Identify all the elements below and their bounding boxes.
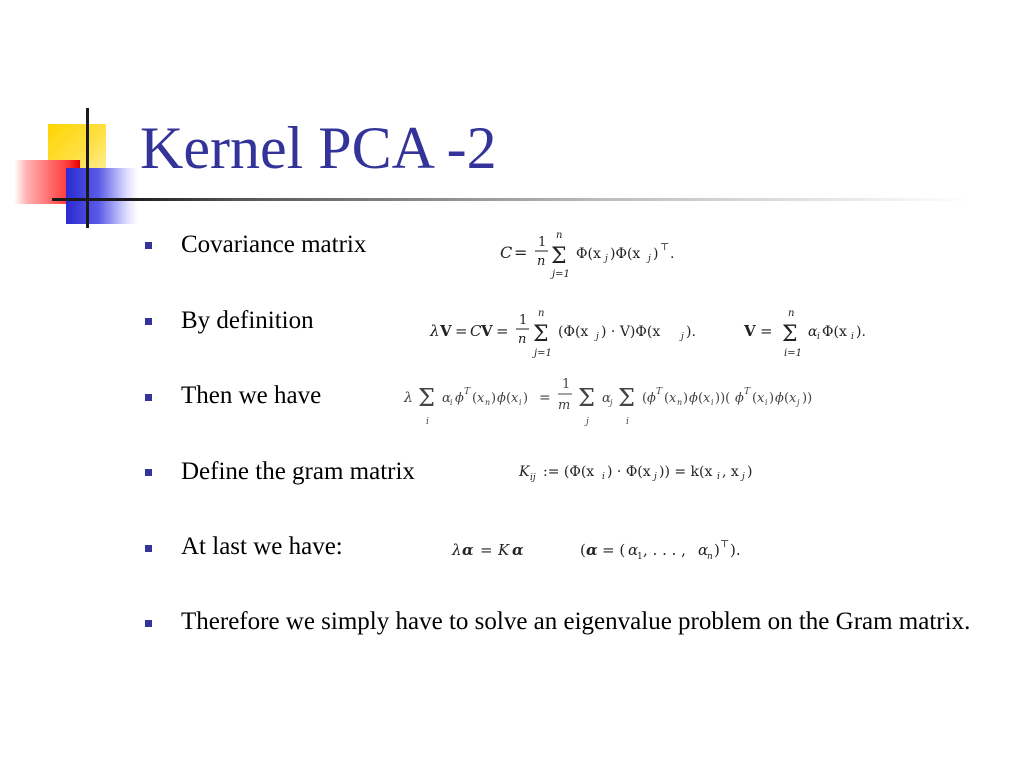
svg-text:1: 1 bbox=[637, 552, 643, 562]
svg-text:x: x bbox=[669, 391, 677, 406]
svg-text:=: = bbox=[539, 390, 551, 406]
svg-text:n: n bbox=[788, 308, 795, 319]
eigenvector-expansion-equation bbox=[742, 306, 892, 362]
svg-text:Φ(x: Φ(x bbox=[576, 246, 601, 262]
svg-text:=: = bbox=[760, 322, 773, 340]
svg-text:Σ: Σ bbox=[618, 384, 635, 412]
bullet-marker bbox=[145, 242, 152, 249]
bullet-text-conclusion: Therefore we simply have to solve an eigenvalue problem on the Gram matrix. bbox=[181, 608, 971, 635]
svg-text:1: 1 bbox=[562, 377, 571, 392]
svg-text:(: ( bbox=[698, 391, 704, 406]
svg-text:i: i bbox=[851, 332, 854, 342]
svg-text:) · V)Φ(x: ) · V)Φ(x bbox=[601, 324, 661, 340]
bullet-text-at-last: At last we have: bbox=[181, 533, 343, 560]
svg-text:j: j bbox=[742, 472, 745, 482]
bullet-text-covariance: Covariance matrix bbox=[181, 231, 367, 258]
svg-text:Σ: Σ bbox=[782, 322, 798, 347]
bullet-marker bbox=[145, 620, 152, 627]
svg-text:(Φ(x: (Φ(x bbox=[558, 324, 589, 340]
logo-vertical-line bbox=[86, 108, 89, 228]
svg-text:(: ( bbox=[472, 391, 478, 406]
svg-text:1: 1 bbox=[519, 313, 528, 328]
svg-text:n: n bbox=[537, 254, 546, 269]
svg-text:j: j bbox=[648, 254, 651, 264]
svg-text:α: α bbox=[628, 541, 639, 559]
covariance-equation bbox=[498, 228, 698, 282]
svg-text:λ: λ bbox=[452, 541, 462, 559]
kernel-expansion-equation bbox=[402, 372, 912, 432]
svg-text:x: x bbox=[703, 391, 711, 406]
svg-text:x: x bbox=[789, 391, 797, 406]
svg-text:, x: , x bbox=[722, 464, 739, 480]
svg-text:m: m bbox=[558, 398, 571, 413]
svg-text:K: K bbox=[519, 464, 530, 480]
svg-text:=: = bbox=[514, 243, 528, 262]
svg-text:)) = k(x: )) = k(x bbox=[659, 464, 713, 480]
svg-text:α: α bbox=[512, 541, 524, 559]
svg-text:n: n bbox=[707, 552, 713, 562]
svg-text:=: = bbox=[455, 322, 468, 340]
eigen-equation bbox=[450, 533, 550, 565]
svg-text:n: n bbox=[518, 332, 527, 347]
svg-text:(: ( bbox=[664, 391, 670, 406]
svg-text:λ: λ bbox=[430, 322, 440, 340]
svg-text:j=1: j=1 bbox=[534, 348, 552, 359]
svg-text:Σ: Σ bbox=[533, 322, 549, 347]
svg-text:i: i bbox=[717, 472, 720, 482]
svg-text:(: ( bbox=[784, 391, 790, 406]
svg-text:α: α bbox=[698, 541, 709, 559]
bullet-marker bbox=[145, 394, 152, 401]
svg-text::= (Φ(x: := (Φ(x bbox=[543, 464, 595, 480]
svg-text:T: T bbox=[656, 387, 663, 397]
svg-text:(: ( bbox=[506, 391, 512, 406]
alpha-vector-equation bbox=[578, 531, 788, 567]
svg-text:j=1: j=1 bbox=[552, 269, 570, 280]
svg-text:i: i bbox=[817, 332, 820, 342]
svg-text:i: i bbox=[602, 472, 605, 482]
svg-text:(: ( bbox=[642, 391, 648, 406]
svg-text:): ) bbox=[491, 391, 497, 406]
svg-text:T: T bbox=[464, 387, 471, 397]
svg-text:ϕ: ϕ bbox=[647, 391, 656, 406]
bullet-text-definition: By definition bbox=[181, 307, 314, 334]
svg-text:): ) bbox=[747, 464, 753, 480]
svg-text:j: j bbox=[586, 417, 589, 427]
svg-text:⊤: ⊤ bbox=[720, 539, 730, 550]
svg-text:λ: λ bbox=[404, 390, 413, 406]
svg-text:C: C bbox=[500, 243, 513, 262]
svg-text:i: i bbox=[519, 398, 522, 407]
svg-text:ϕ: ϕ bbox=[775, 391, 784, 406]
svg-text:i=1: i=1 bbox=[784, 348, 802, 359]
logo-blue-block bbox=[66, 168, 138, 224]
svg-text:n: n bbox=[556, 230, 563, 241]
gram-matrix-equation bbox=[517, 456, 777, 488]
svg-text:i: i bbox=[711, 398, 714, 407]
svg-text:α: α bbox=[586, 541, 598, 559]
svg-text:i: i bbox=[426, 417, 429, 427]
svg-text:ij: ij bbox=[530, 473, 536, 483]
svg-text:j: j bbox=[681, 332, 684, 342]
svg-text:(: ( bbox=[580, 541, 586, 559]
svg-text:j: j bbox=[596, 332, 599, 342]
svg-text:=: = bbox=[496, 322, 509, 340]
svg-text:ϕ: ϕ bbox=[735, 391, 744, 406]
svg-text:x: x bbox=[511, 391, 519, 406]
title-underline bbox=[52, 198, 972, 201]
svg-text:j: j bbox=[605, 254, 608, 264]
svg-text:): ) bbox=[714, 541, 720, 559]
svg-text:n: n bbox=[538, 308, 545, 319]
bullet-text-gram-matrix: Define the gram matrix bbox=[181, 458, 415, 485]
definition-equation bbox=[428, 306, 708, 362]
svg-text:): ) bbox=[523, 391, 529, 406]
svg-text:n: n bbox=[485, 398, 491, 407]
svg-text:).: ). bbox=[730, 541, 741, 559]
svg-text:): ) bbox=[653, 246, 659, 262]
svg-text:).: ). bbox=[686, 324, 696, 340]
svg-text:ϕ: ϕ bbox=[689, 391, 698, 406]
svg-text:α: α bbox=[442, 391, 451, 406]
svg-text:Σ: Σ bbox=[578, 384, 595, 412]
svg-text:): ) bbox=[769, 391, 775, 406]
svg-text:⊤: ⊤ bbox=[660, 242, 670, 253]
svg-text:α: α bbox=[602, 391, 611, 406]
svg-text:(: ( bbox=[752, 391, 758, 406]
svg-text:1: 1 bbox=[538, 235, 547, 250]
svg-text:, . . . ,: , . . . , bbox=[643, 541, 686, 559]
svg-text:x: x bbox=[477, 391, 485, 406]
svg-text:x: x bbox=[757, 391, 765, 406]
svg-text:ϕ: ϕ bbox=[455, 391, 464, 406]
svg-text:i: i bbox=[765, 398, 768, 407]
svg-text:j: j bbox=[610, 398, 613, 407]
svg-text:Φ(x: Φ(x bbox=[822, 324, 847, 340]
bullet-marker bbox=[145, 318, 152, 325]
svg-text:) · Φ(x: ) · Φ(x bbox=[607, 464, 651, 480]
svg-text:V: V bbox=[744, 322, 756, 340]
svg-text:i: i bbox=[450, 398, 453, 407]
svg-text:i: i bbox=[626, 417, 629, 427]
svg-text:α: α bbox=[462, 541, 474, 559]
svg-text:V: V bbox=[481, 322, 493, 340]
svg-text:j: j bbox=[654, 472, 657, 482]
bullet-text-then-we-have: Then we have bbox=[181, 382, 322, 409]
svg-text:ϕ: ϕ bbox=[497, 391, 506, 406]
svg-text:V: V bbox=[440, 322, 452, 340]
slide-title: Kernel PCA -2 bbox=[140, 115, 497, 181]
svg-text:C: C bbox=[470, 322, 482, 340]
svg-text:))(: ))( bbox=[715, 391, 731, 406]
svg-text:T: T bbox=[744, 387, 751, 397]
svg-text:n: n bbox=[677, 398, 683, 407]
svg-text:j: j bbox=[797, 398, 800, 407]
svg-text:=: = bbox=[480, 541, 493, 559]
svg-text:= (: = ( bbox=[602, 541, 626, 559]
svg-text:)Φ(x: )Φ(x bbox=[610, 246, 641, 262]
svg-text:)): )) bbox=[802, 391, 813, 406]
svg-text:).: ). bbox=[856, 324, 866, 340]
svg-text:Σ: Σ bbox=[418, 384, 435, 412]
svg-text:.: . bbox=[670, 246, 675, 262]
svg-text:α: α bbox=[808, 324, 818, 340]
svg-text:): ) bbox=[683, 391, 689, 406]
svg-text:K: K bbox=[498, 541, 510, 559]
svg-text:Σ: Σ bbox=[551, 244, 567, 269]
bullet-marker bbox=[145, 469, 152, 476]
bullet-marker bbox=[145, 545, 152, 552]
